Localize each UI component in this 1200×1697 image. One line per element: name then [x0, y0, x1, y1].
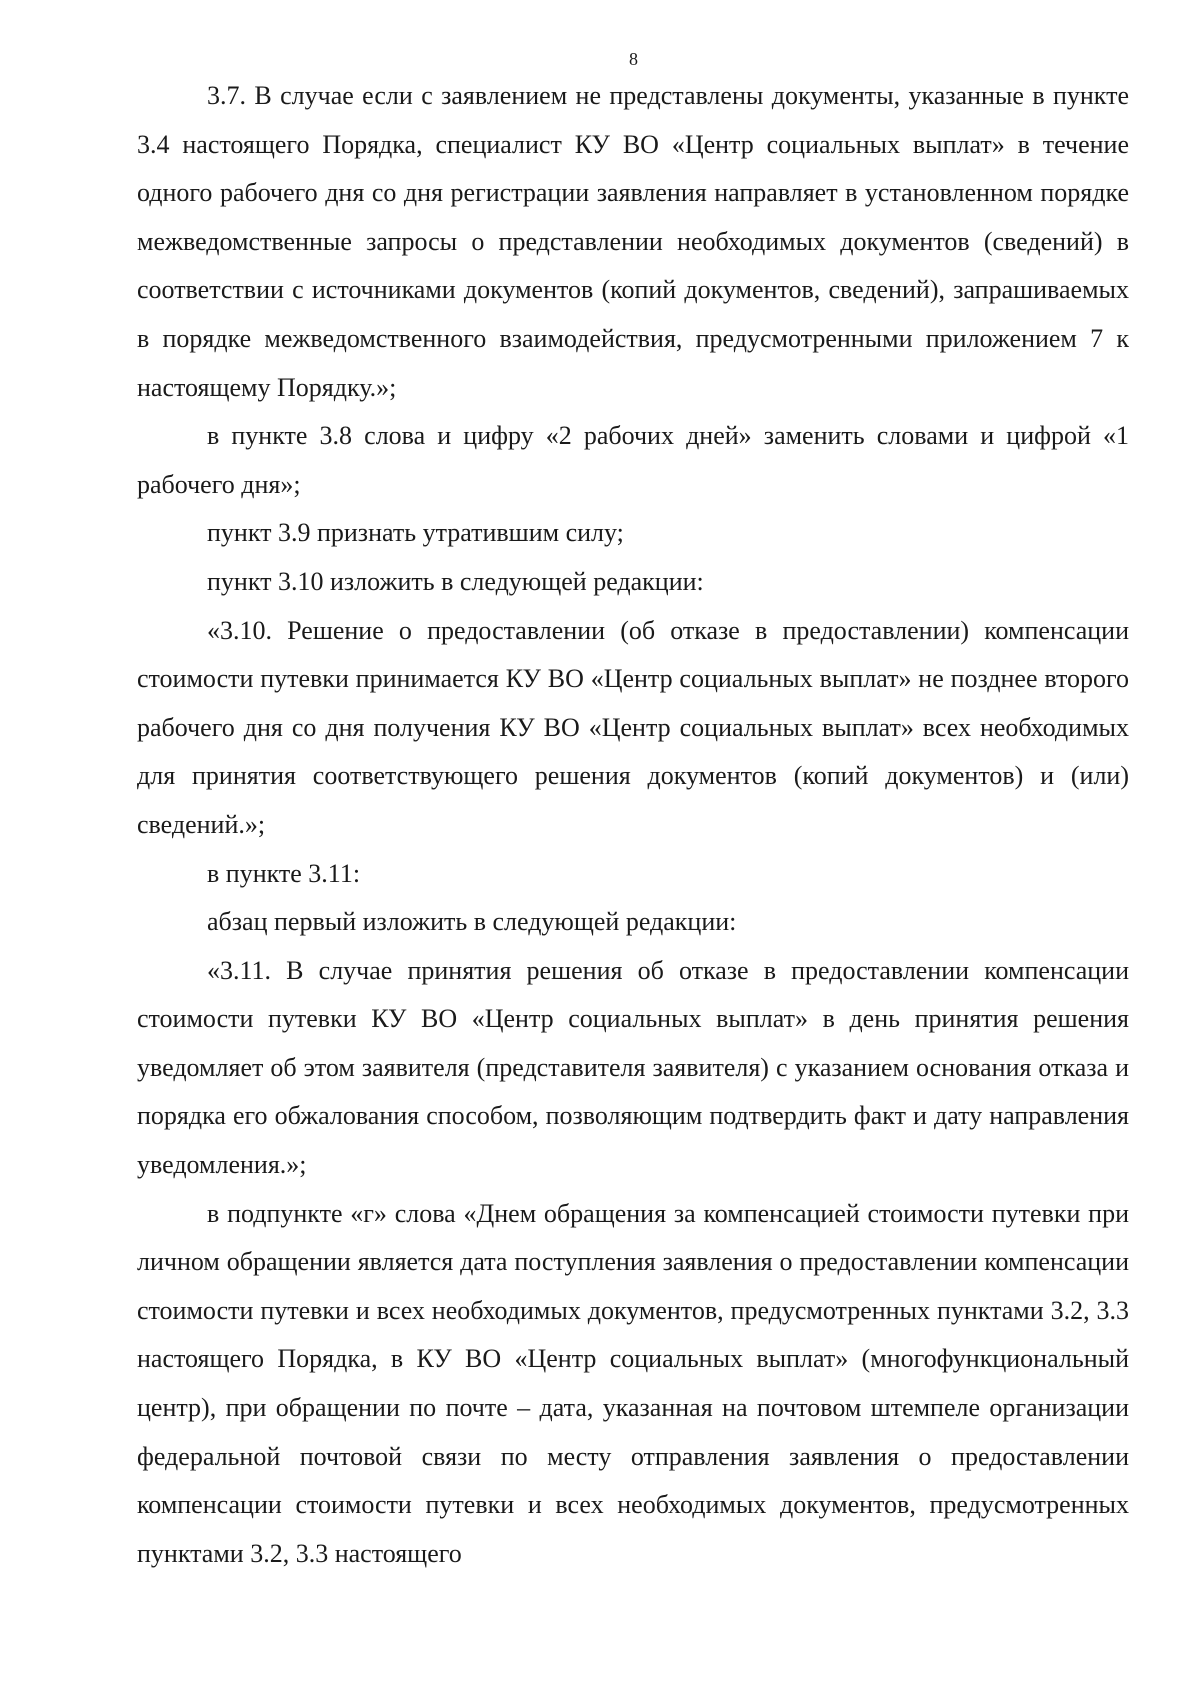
paragraph-3-7: 3.7. В случае если с заявлением не представлены документы, указанные в пункте 3.4 настоящего Порядка, специалист КУ ВО «Центр социальных выплат» в течение одного рабочего дня со дня регистрации заявления направляет в установленном порядке межведомственные запросы о представлении необходимых документов (сведений) в соответствии с источниками документов (копий документов, сведений), запрашиваемых в порядке межведомственного взаимодействия, предусмотренными приложением 7 к настоящему Порядку.»;	[137, 81, 1129, 402]
paragraph-amend-3-11-intro: в пункте 3.11:	[207, 858, 361, 888]
paragraph-amend-3-10-intro: пункт 3.10 изложить в следующей редакции:	[207, 566, 704, 596]
paragraph-3-10: «3.10. Решение о предоставлении (об отказе в предоставлении) компенсации стоимости путевки принимается КУ ВО «Центр социальных выплат» не позднее второго рабочего дня со дня получения КУ ВО «Центр социальных выплат» всех необходимых для принятия соответствующего решения документов (копий документов) и (или) сведений.»;	[137, 615, 1129, 839]
document-body	[137, 72, 1129, 1578]
paragraph-amend-3-8: в пункте 3.8 слова и цифру «2 рабочих дней» заменить словами и цифрой «1 рабочего дня»;	[137, 421, 1129, 499]
page-number: 8	[629, 49, 638, 69]
paragraph-subpoint-g: в подпункте «г» слова «Днем обращения за компенсацией стоимости путевки при личном обращении является дата поступления заявления о предоставлении компенсации стоимости путевки и всех необходимых документов, предусмотренных пунктами 3.2, 3.3 настоящего Порядка, в КУ ВО «Центр социальных выплат» (многофункциональный центр), при обращении по почте – дата, указанная на почтовом штемпеле организации федеральной почтовой связи по месту отправления заявления о предоставлении компенсации стоимости путевки и всех необходимых документов, предусмотренных пунктами 3.2, 3.3 настоящего	[137, 1198, 1129, 1568]
paragraph-amend-3-9: пункт 3.9 признать утратившим силу;	[207, 518, 624, 548]
paragraph-3-11: «3.11. В случае принятия решения об отказе в предоставлении компенсации стоимости путевки КУ ВО «Центр социальных выплат» в день принятия решения уведомляет об этом заявителя (представителя заявителя) с указанием основания отказа и порядка его обжалования способом, позволяющим подтвердить факт и дату направления уведомления.»;	[137, 955, 1129, 1180]
paragraph-amend-3-11-first: абзац первый изложить в следующей редакции:	[207, 907, 737, 937]
